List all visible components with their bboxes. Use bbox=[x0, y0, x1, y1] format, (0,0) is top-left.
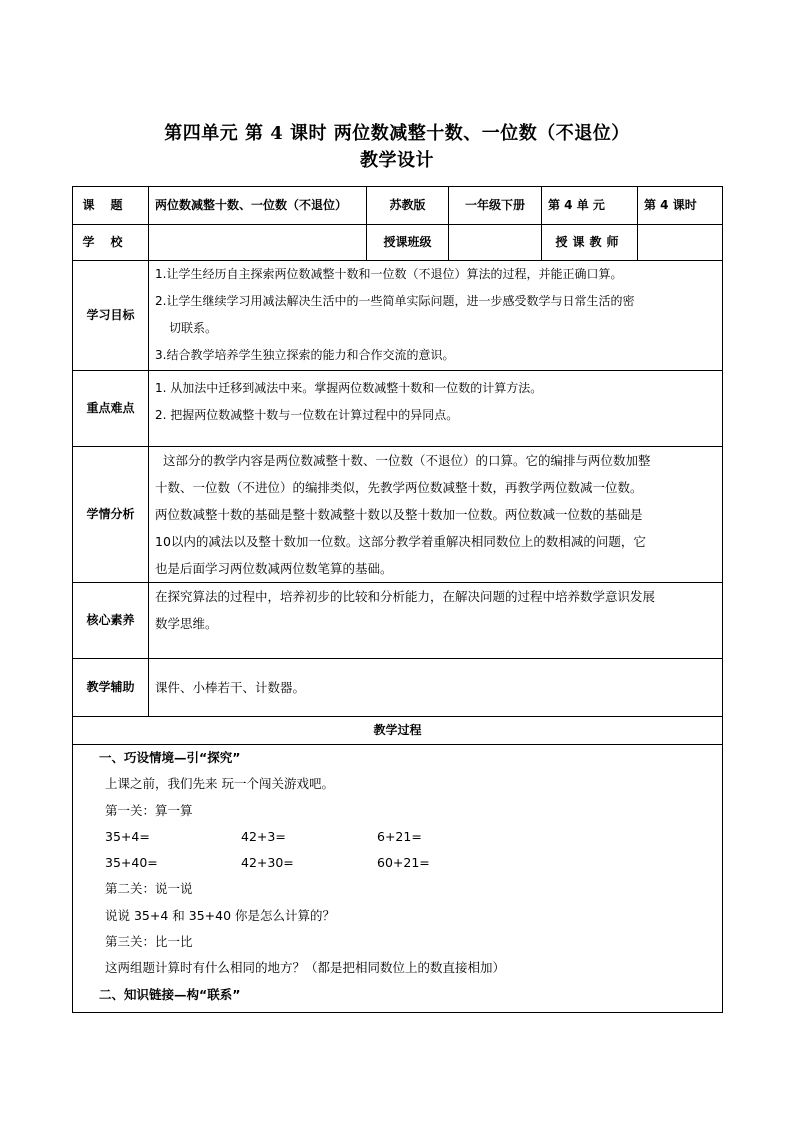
class-value bbox=[449, 225, 542, 261]
grade-cell: 一年级下册 bbox=[449, 187, 542, 225]
literacy-label: 核心素养 bbox=[73, 583, 149, 659]
goal-item: 3.结合教学培养学生独立探索的能力和合作交流的意识。 bbox=[155, 348, 455, 362]
calc-expression: 35+40= bbox=[105, 855, 158, 871]
document-subtitle: 教学设计 bbox=[360, 150, 434, 171]
school-value bbox=[149, 225, 367, 261]
calc-expression: 42+3= bbox=[241, 828, 286, 844]
school-label: 学校 bbox=[73, 225, 149, 261]
process-line: 第一关：算一算 bbox=[105, 802, 193, 818]
key-points-content bbox=[149, 371, 723, 447]
literacy-content bbox=[149, 583, 723, 659]
analysis-label: 学情分析 bbox=[73, 447, 149, 583]
lesson-cell: 第 4 课时 bbox=[638, 187, 723, 225]
lesson-plan-table bbox=[72, 186, 723, 1013]
process-line: 上课之前，我们先来 玩一个闯关游戏吧。 bbox=[105, 776, 334, 792]
calc-row bbox=[105, 850, 702, 876]
teacher-label: 授课教师 bbox=[542, 225, 638, 261]
key-points-label: 重点难点 bbox=[73, 371, 149, 447]
analysis-line: 十数、一位数（不进位）的编排类似，先教学两位数减整十数，再教学两位数减一位数。 bbox=[155, 480, 643, 495]
analysis-line: 两位数减整十数的基础是整十数减整十数以及整十数加一位数。两位数减一位数的基础是 bbox=[155, 507, 643, 522]
process-line: 这两组题计算时有什么相同的地方？（都是把相同数位上的数直接相加） bbox=[105, 960, 506, 976]
calc-expression: 35+4= bbox=[105, 828, 150, 844]
goals-label: 学习目标 bbox=[73, 261, 149, 371]
aids-label: 教学辅助 bbox=[73, 659, 149, 717]
analysis-line: 这部分的教学内容是两位数减整十数、一位数（不退位）的口算。它的编排与两位数加整 bbox=[155, 453, 651, 468]
goal-item: 2.让学生继续学习用减法解决生活中的一些简单实际问题，进一步感受数学与日常生活的密 bbox=[155, 294, 635, 308]
aids-content: 课件、小棒若干、计数器。 bbox=[149, 659, 723, 717]
calc-row bbox=[105, 824, 702, 850]
process-line: 第三关：比一比 bbox=[105, 934, 193, 950]
key-point-item: 2. 把握两位数减整十数与一位数在计算过程中的异同点。 bbox=[155, 408, 459, 422]
calc-expression: 60+21= bbox=[377, 855, 430, 871]
topic-value: 两位数减整十数、一位数（不退位） bbox=[149, 187, 367, 225]
process-content bbox=[73, 745, 723, 1013]
topic-label: 课题 bbox=[73, 187, 149, 225]
literacy-line: 数学思维。 bbox=[155, 616, 218, 631]
literacy-line: 在探究算法的过程中，培养初步的比较和分析能力，在解决问题的过程中培养数学意识发展 bbox=[155, 589, 656, 604]
process-line: 第二关：说一说 bbox=[105, 881, 193, 897]
analysis-line: 也是后面学习两位数减两位数笔算的基础。 bbox=[155, 561, 393, 576]
analysis-line: 10以内的减法以及整十数加一位数。这部分教学着重解决相同数位上的数相减的问题，它 bbox=[155, 534, 646, 549]
class-label: 授课班级 bbox=[367, 225, 449, 261]
document-title: 第四单元 第 4 课时 两位数减整十数、一位数（不退位） bbox=[164, 123, 630, 144]
teacher-value bbox=[638, 225, 723, 261]
section-heading: 一、巧设情境—引“探究” bbox=[99, 750, 241, 765]
edition-cell: 苏教版 bbox=[367, 187, 449, 225]
process-header: 教学过程 bbox=[73, 717, 723, 745]
analysis-content bbox=[149, 447, 723, 583]
calc-expression: 42+30= bbox=[241, 855, 294, 871]
goals-content bbox=[149, 261, 723, 371]
unit-cell: 第 4 单 元 bbox=[542, 187, 638, 225]
goal-item: 切联系。 bbox=[169, 321, 218, 335]
calc-expression: 6+21= bbox=[377, 828, 422, 844]
goal-item: 1.让学生经历自主探索两位数减整十数和一位数（不退位）算法的过程，并能正确口算。 bbox=[155, 267, 623, 281]
section-heading: 二、知识链接—构“联系” bbox=[99, 986, 241, 1002]
process-line: 说说 35+4 和 35+40 你是怎么计算的？ bbox=[105, 907, 336, 923]
key-point-item: 1. 从加法中迁移到减法中来。掌握两位数减整十数和一位数的计算方法。 bbox=[155, 381, 543, 395]
